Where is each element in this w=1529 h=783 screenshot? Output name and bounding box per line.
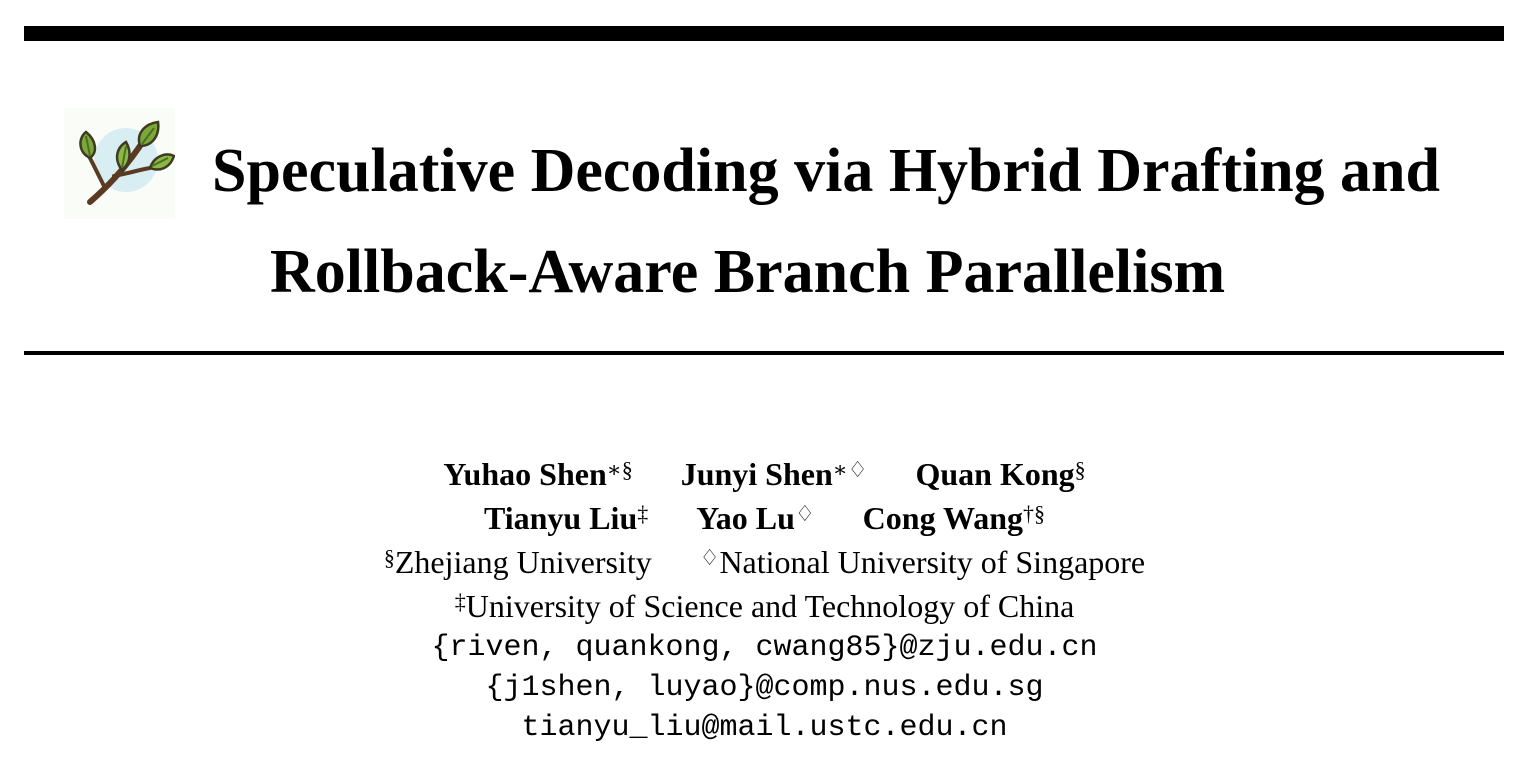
affiliation: ‡University of Science and Technology of China: [454, 588, 1075, 624]
title-line-1: Speculative Decoding via Hybrid Drafting and: [212, 137, 1441, 205]
affiliation: ♢National University of Singapore: [699, 544, 1146, 580]
author-name: Tianyu Liu‡: [483, 500, 649, 536]
author-row-2: [0, 496, 1529, 540]
email-line: tianyu_liu@mail.ustc.edu.cn: [521, 711, 1008, 745]
author-name: Cong Wang†§: [862, 500, 1046, 536]
paper-title: [0, 0, 1529, 340]
author-name: Junyi Shen∗♢: [680, 456, 868, 492]
author-name: Yuhao Shen∗§: [443, 456, 633, 492]
title-line-2: Rollback-Aware Branch Parallelism: [270, 238, 1226, 306]
author-name: Quan Kong§: [915, 456, 1086, 492]
affiliation-row-1: [0, 540, 1529, 584]
author-name: Yao Lu♢: [696, 500, 815, 536]
affiliation: §Zhejiang University: [383, 544, 652, 580]
affiliation-row-2: [0, 584, 1529, 628]
bottom-rule: [24, 351, 1504, 355]
author-block: [0, 452, 1529, 748]
email-line: {j1shen, luyao}@comp.nus.edu.sg: [485, 671, 1044, 705]
author-row-1: [0, 452, 1529, 496]
email-line: {riven, quankong, cwang85}@zju.edu.cn: [431, 631, 1098, 665]
